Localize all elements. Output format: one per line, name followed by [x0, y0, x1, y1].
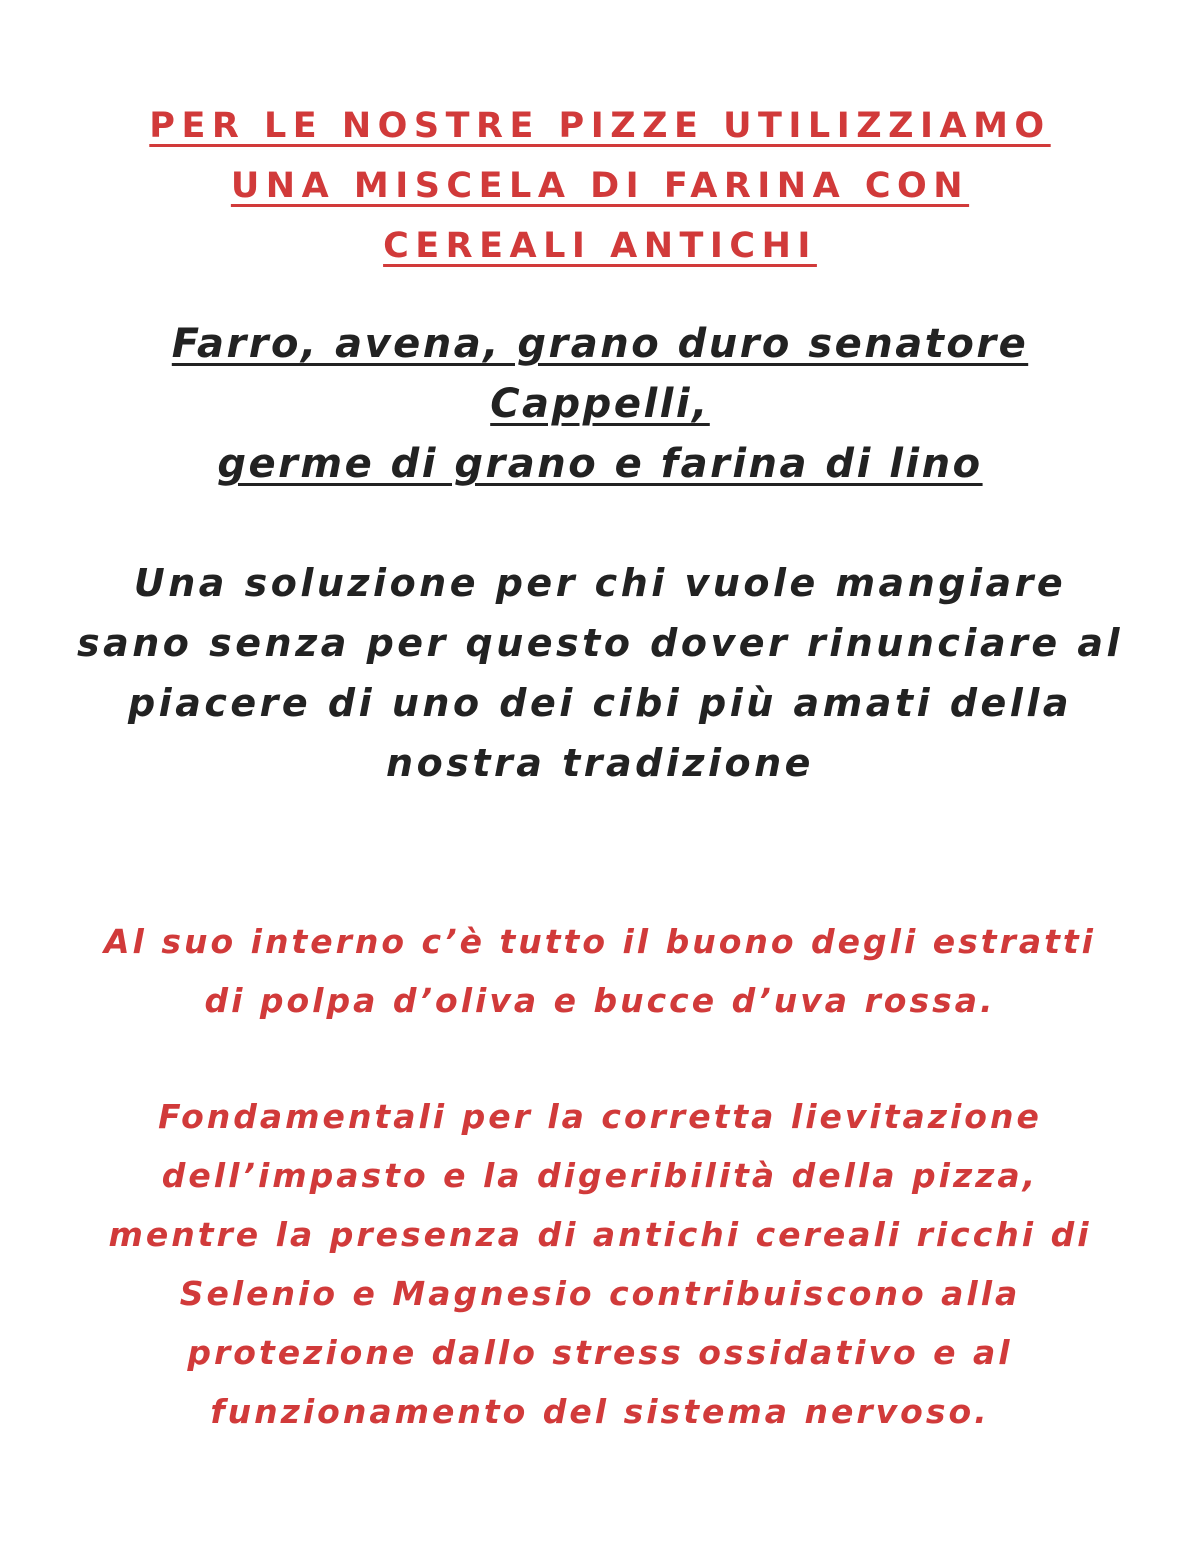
- flour-blend-heading: [0, 96, 1200, 276]
- grain-list: [0, 314, 1200, 494]
- intro-line: piacere di uno dei cibi più amati della: [127, 681, 1073, 725]
- benefits-line: Fondamentali per la corretta lievitazione: [158, 1097, 1042, 1136]
- grain-list-line: germe di grano e farina di lino: [217, 441, 983, 487]
- benefits-line: funzionamento del sistema nervoso.: [210, 1392, 990, 1431]
- intro-line: sano senza per questo dover rinunciare al: [76, 621, 1124, 665]
- heading-line: PER LE NOSTRE PIZZE UTILIZZIAMO: [149, 106, 1051, 146]
- intro-line: Una soluzione per chi vuole mangiare: [133, 561, 1067, 605]
- heading-line: UNA MISCELA DI FARINA CON: [230, 166, 970, 206]
- extracts-paragraph: [0, 912, 1200, 1030]
- benefits-line: Selenio e Magnesio contribuiscono alla: [179, 1274, 1021, 1313]
- benefits-line: protezione dallo stress ossidativo e al: [187, 1333, 1013, 1372]
- extracts-line: di polpa d’oliva e bucce d’uva rossa.: [204, 981, 996, 1020]
- intro-paragraph: [0, 553, 1200, 793]
- intro-line: nostra tradizione: [386, 741, 814, 785]
- grain-list-line: Cappelli,: [490, 381, 710, 427]
- grain-list-line: Farro, avena, grano duro senatore: [171, 321, 1029, 367]
- extracts-line: Al suo interno c’è tutto il buono degli estratti: [104, 922, 1096, 961]
- benefits-paragraph: [0, 1087, 1200, 1441]
- heading-line: CEREALI ANTICHI: [383, 226, 817, 266]
- benefits-line: mentre la presenza di antichi cereali ricchi di: [108, 1215, 1092, 1254]
- benefits-line: dell’impasto e la digeribilità della pizza,: [161, 1156, 1039, 1195]
